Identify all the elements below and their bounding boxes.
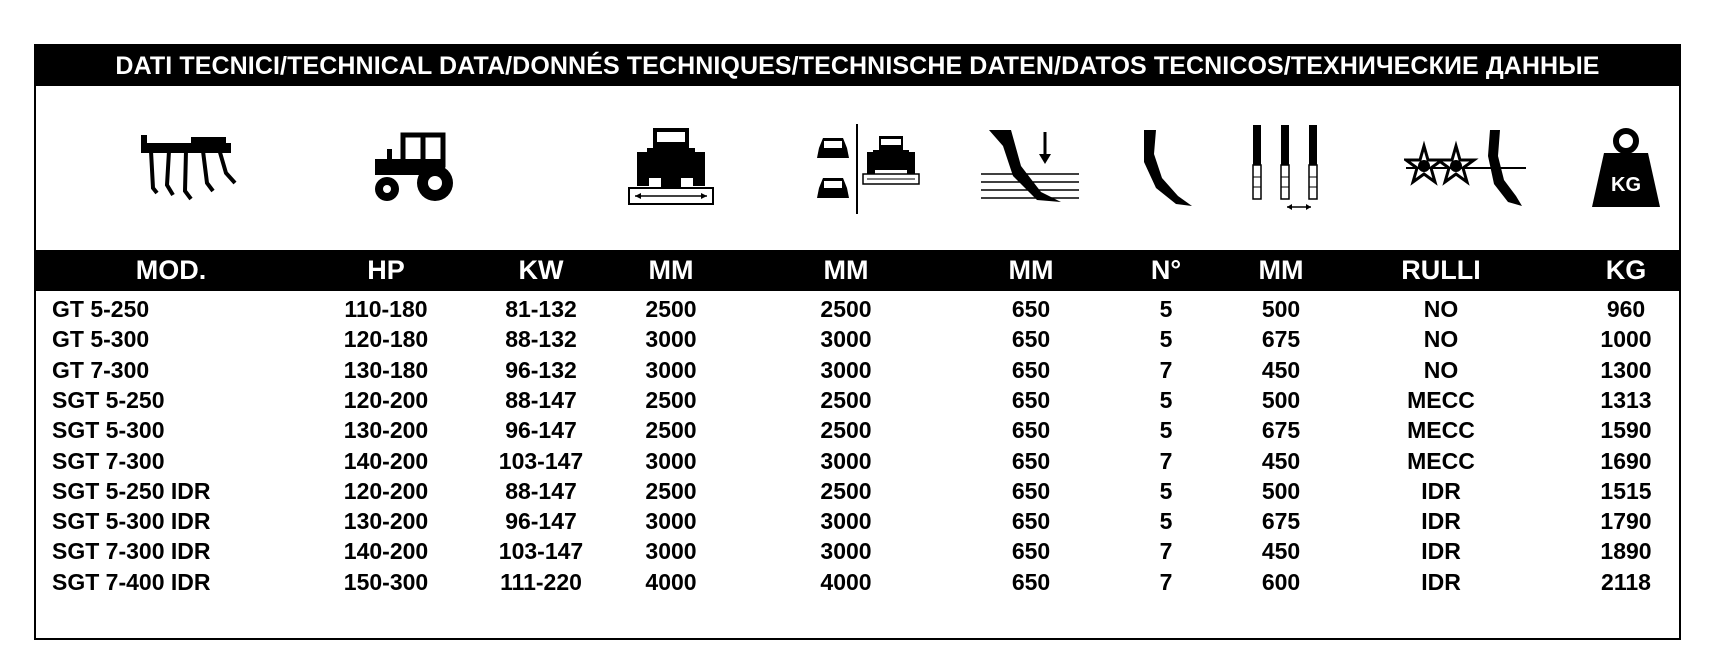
cell-working-width: 2500 (645, 477, 697, 504)
cell-working-depth: 650 (1011, 538, 1051, 565)
cell-kw: 96-132 (505, 356, 577, 383)
cell-weight: 2118 (1601, 568, 1651, 595)
cell-rollers: MECC (1407, 417, 1475, 444)
cell-kw: 103-147 (498, 447, 584, 474)
cell-rollers: NO (1423, 326, 1459, 353)
cell-weight: 960 (1606, 296, 1646, 322)
cell-shank-spacing: 450 (1261, 356, 1301, 383)
cell-model: SGT 7-300 (52, 447, 165, 474)
cell-transport-width: 2500 (820, 386, 872, 413)
table-row (36, 384, 1679, 417)
table-row (36, 354, 1679, 387)
column-header-row (36, 250, 1679, 291)
table-row (36, 475, 1679, 508)
cell-shank-spacing: 500 (1261, 296, 1301, 322)
cell-hp: 130-200 (343, 417, 429, 444)
cell-shank-spacing: 450 (1261, 538, 1301, 565)
cell-shank-spacing: 600 (1261, 568, 1301, 595)
cell-hp: 130-200 (343, 508, 429, 535)
table-row (36, 505, 1679, 538)
technical-data-table (34, 44, 1681, 640)
working-width-icon (591, 86, 751, 250)
table-row (36, 566, 1679, 599)
cell-rollers: MECC (1407, 447, 1475, 474)
cell-model: SGT 7-400 IDR (52, 568, 211, 595)
cell-working-depth: 650 (1011, 447, 1051, 474)
cell-shank-count: 7 (1159, 447, 1173, 474)
cell-transport-width: 3000 (820, 538, 872, 565)
cell-shank-count: 5 (1159, 296, 1173, 322)
cell-shank-count: 5 (1159, 477, 1173, 504)
cell-working-width: 2500 (645, 386, 697, 413)
cell-weight: 1590 (1600, 417, 1652, 444)
cell-transport-width: 3000 (820, 356, 872, 383)
cell-working-width: 3000 (645, 326, 697, 353)
cell-hp: 140-200 (343, 538, 429, 565)
cell-model: GT 7-300 (52, 356, 150, 383)
cell-hp: 130-180 (343, 356, 429, 383)
cell-working-width: 3000 (645, 447, 697, 474)
cell-rollers: IDR (1421, 477, 1461, 504)
table-title: DATI TECNICI/TECHNICAL DATA/DONNÉS TECHNIQUES/TECHNISCHE DATEN/DATOS TECNICOS/ТЕХНИЧЕСКИЕ ДАННЫЕ (36, 46, 1679, 86)
cell-working-depth: 650 (1011, 296, 1051, 322)
cell-rollers: IDR (1421, 568, 1461, 595)
cell-rollers: MECC (1407, 386, 1475, 413)
cell-model: SGT 5-300 IDR (52, 508, 211, 535)
cell-weight: 1690 (1600, 447, 1652, 474)
rollers-icon (1391, 86, 1541, 250)
icon-row (36, 86, 1679, 250)
cell-rollers: NO (1423, 356, 1459, 383)
table-row (36, 535, 1679, 568)
cell-transport-width: 3000 (820, 447, 872, 474)
cell-shank-spacing: 675 (1261, 417, 1301, 444)
header-hp: HP (367, 255, 405, 285)
cell-working-width: 3000 (645, 538, 697, 565)
header-model: MOD. (135, 255, 207, 285)
header-kw: KW (518, 255, 564, 285)
cell-working-width: 3000 (645, 356, 697, 383)
header-weight: KG (1605, 255, 1647, 285)
tractor-icon (336, 86, 496, 250)
cell-hp: 120-180 (343, 326, 429, 353)
header-shank-spacing: MM (1258, 255, 1304, 285)
weight-icon-label: KG (1611, 174, 1641, 196)
cell-kw: 103-147 (498, 538, 584, 565)
header-rollers: RULLI (1401, 255, 1481, 285)
weight-icon (1576, 86, 1676, 250)
cell-working-width: 2500 (645, 296, 697, 322)
cell-transport-width: 2500 (820, 477, 872, 504)
cell-weight: 1515 (1600, 477, 1652, 504)
cell-transport-width: 4000 (820, 568, 872, 595)
cell-weight: 1790 (1600, 508, 1652, 535)
cell-working-width: 4000 (645, 568, 697, 595)
cell-rollers: IDR (1421, 508, 1461, 535)
working-depth-icon (961, 86, 1101, 250)
cell-rollers: IDR (1421, 538, 1461, 565)
cell-working-width: 2500 (645, 417, 697, 444)
cell-weight: 1300 (1600, 356, 1652, 383)
cell-shank-count: 7 (1159, 538, 1173, 565)
subsoiler-machine-icon (106, 86, 266, 250)
cell-hp: 120-200 (343, 477, 429, 504)
cell-model: GT 5-300 (52, 326, 150, 353)
cell-weight: 1890 (1600, 538, 1652, 565)
table-row (36, 445, 1679, 478)
cell-shank-spacing: 500 (1261, 386, 1301, 413)
cell-model: SGT 5-300 (52, 417, 165, 444)
header-transport-width: MM (823, 255, 869, 285)
cell-model: SGT 5-250 IDR (52, 477, 211, 504)
cell-kw: 111-220 (500, 568, 582, 595)
cell-rollers: NO (1423, 296, 1459, 322)
cell-working-depth: 650 (1011, 568, 1051, 595)
cell-kw: 96-147 (505, 508, 577, 535)
cell-model: GT 5-250 (52, 296, 150, 322)
cell-weight: 1313 (1600, 386, 1652, 413)
cell-hp: 140-200 (343, 447, 429, 474)
transport-width-icon (786, 86, 946, 250)
cell-shank-count: 5 (1159, 508, 1173, 535)
table-row (36, 293, 1679, 326)
cell-shank-spacing: 450 (1261, 447, 1301, 474)
cell-shank-spacing: 675 (1261, 508, 1301, 535)
header-working-width: MM (648, 255, 694, 285)
cell-hp: 110-180 (344, 296, 428, 322)
cell-working-depth: 650 (1011, 508, 1051, 535)
cell-kw: 88-147 (505, 386, 577, 413)
cell-shank-count: 7 (1159, 568, 1173, 595)
cell-shank-spacing: 500 (1261, 477, 1301, 504)
cell-model: SGT 5-250 (52, 386, 165, 413)
cell-weight: 1000 (1600, 326, 1652, 353)
cell-shank-count: 7 (1159, 356, 1173, 383)
cell-transport-width: 3000 (820, 508, 872, 535)
cell-hp: 120-200 (343, 386, 429, 413)
header-shank-count: N° (1150, 255, 1182, 285)
cell-shank-count: 5 (1159, 417, 1173, 444)
cell-shank-count: 5 (1159, 326, 1173, 353)
cell-model: SGT 7-300 IDR (52, 538, 211, 565)
cell-working-depth: 650 (1011, 356, 1051, 383)
cell-transport-width: 2500 (820, 417, 872, 444)
cell-transport-width: 2500 (820, 296, 872, 322)
cell-transport-width: 3000 (820, 326, 872, 353)
cell-kw: 81-132 (505, 296, 577, 322)
cell-working-depth: 650 (1011, 417, 1051, 444)
cell-kw: 96-147 (505, 417, 577, 444)
cell-kw: 88-132 (505, 326, 577, 353)
table-row (36, 323, 1679, 356)
cell-working-width: 3000 (645, 508, 697, 535)
table-row (36, 414, 1679, 447)
cell-shank-spacing: 675 (1261, 326, 1301, 353)
cell-kw: 88-147 (505, 477, 577, 504)
shank-spacing-icon (1231, 86, 1341, 250)
cell-hp: 150-300 (343, 568, 429, 595)
cell-working-depth: 650 (1011, 477, 1051, 504)
shank-count-icon (1126, 86, 1206, 250)
cell-shank-count: 5 (1159, 386, 1173, 413)
cell-working-depth: 650 (1011, 386, 1051, 413)
cell-working-depth: 650 (1011, 326, 1051, 353)
header-working-depth: MM (1008, 255, 1054, 285)
